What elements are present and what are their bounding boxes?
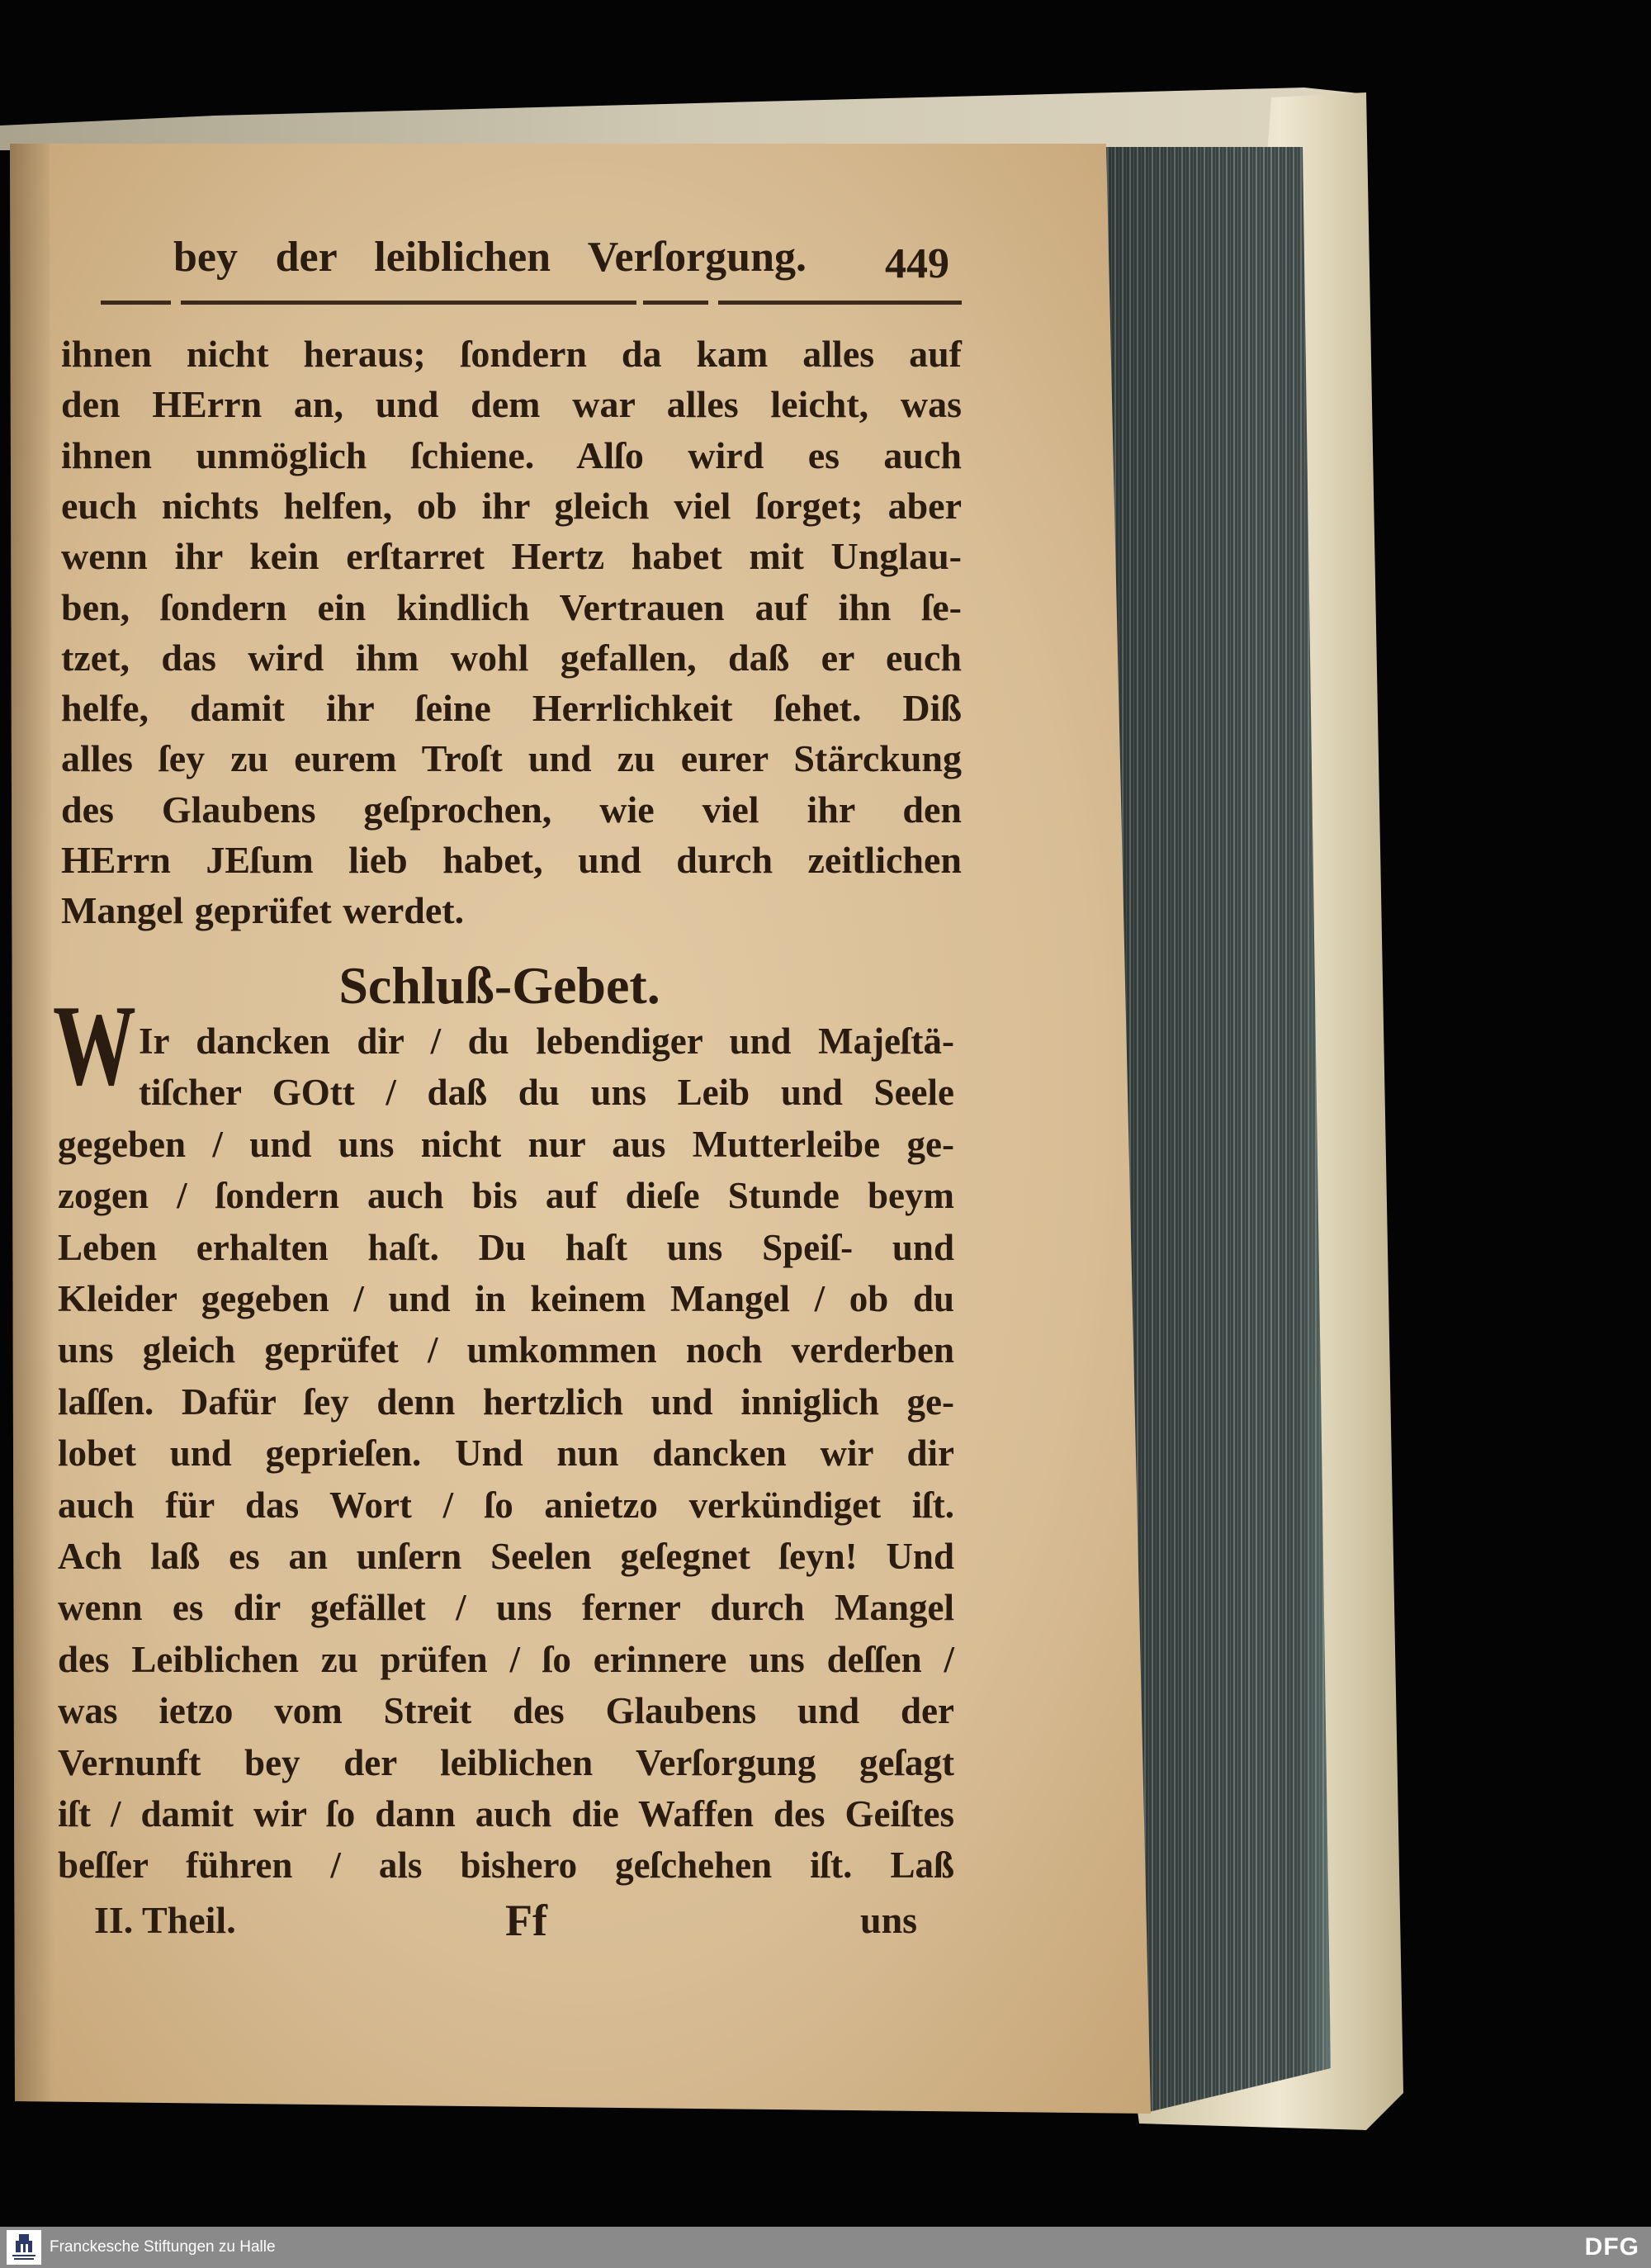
prayer-line: gegeben / und uns nicht nur aus Mutterleibe ge-	[58, 1124, 954, 1165]
text-line: ben, ſondern ein kindlich Vertrauen auf ihn ſe-	[61, 586, 962, 628]
prayer-line: wenn es dir gefället / uns ferner durch Mangel	[58, 1587, 954, 1628]
prayer-line: was ietzo vom Streit des Glaubens und der	[58, 1690, 954, 1731]
prayer-line: auch für das Wort / ſo anietzo verkündiget iſt.	[58, 1484, 954, 1526]
section-heading: Schluß-Gebet.	[338, 956, 660, 1015]
page-number: 449	[885, 240, 949, 287]
text-line: ihnen unmöglich ſchiene. Alſo wird es auch	[61, 434, 962, 476]
funder-logo-text: DFG	[1584, 2233, 1639, 2261]
text-line: ihnen nicht heraus; ſondern da kam alles auf	[61, 333, 962, 375]
text-line: alles ſey zu eurem Troſt und zu eurer Stärckung	[61, 737, 962, 779]
prayer-line: laſſen. Dafür ſey denn hertzlich und inniglich ge-	[58, 1381, 954, 1423]
running-head: bey der leiblichen Verſorgung.	[173, 234, 807, 281]
text-line: den HErrn an, und dem war alles leicht, was	[61, 383, 962, 425]
prayer-line: Ach laß es an unſern Seelen geſegnet ſeyn! Und	[58, 1536, 954, 1577]
institution-name: Franckesche Stiftungen zu Halle	[50, 2238, 276, 2256]
catchword: uns	[860, 1899, 918, 1941]
paper-gutter-shadow	[10, 144, 54, 2102]
prayer-line: beſſer führen / als bishero geſchehen iſt. Laß	[58, 1844, 954, 1886]
viewer-footer	[0, 2227, 1651, 2268]
header-rule	[643, 301, 708, 305]
header-rule	[718, 301, 962, 305]
prayer-line: Kleider gegeben / und in keinem Mangel / ob du	[58, 1278, 954, 1319]
header-rule	[181, 301, 636, 305]
text-line: des Glaubens geſprochen, wie viel ihr den	[61, 788, 962, 831]
institution-logo-icon	[7, 2230, 41, 2265]
prayer-line: iſt / damit wir ſo dann auch die Waffen des Geiſtes	[58, 1793, 954, 1835]
prayer-line: tiſcher GOtt / daß du uns Leib und Seele	[139, 1072, 954, 1113]
prayer-line: Ir dancken dir / du lebendiger und Majeſtä-	[139, 1020, 954, 1062]
prayer-line: Leben erhalten haſt. Du haſt uns Speiſ- und	[58, 1227, 954, 1268]
prayer-line: zogen / ſondern auch bis auf dieſe Stunde beym	[58, 1175, 954, 1216]
gathering-signature: II. Theil.	[94, 1899, 236, 1941]
text-line: HErrn JEſum lieb habet, und durch zeitlichen	[61, 839, 962, 881]
text-line: helfe, damit ihr ſeine Herrlichkeit ſehet. Diß	[61, 687, 962, 729]
header-rule	[101, 301, 171, 305]
drop-cap: W	[53, 982, 136, 1110]
text-line: Mangel geprüfet werdet.	[61, 889, 465, 931]
prayer-line: lobet und geprieſen. Und nun dancken wir dir	[58, 1432, 954, 1474]
prayer-line: uns gleich geprüfet / umkommen noch verderben	[58, 1329, 954, 1371]
prayer-line: Vernunft bey der leiblichen Verſorgung geſagt	[58, 1742, 954, 1783]
text-line: tzet, das wird ihm wohl gefallen, daß er euch	[61, 637, 962, 679]
text-line: wenn ihr kein erſtarret Hertz habet mit Unglau-	[61, 535, 962, 577]
signature-mark: Ff	[505, 1896, 547, 1945]
text-line: euch nichts helfen, ob ihr gleich viel ſorget; aber	[61, 485, 962, 527]
prayer-line: des Leiblichen zu prüfen / ſo erinnere uns deſſen /	[58, 1639, 954, 1680]
cover-top-edge	[0, 88, 1366, 150]
